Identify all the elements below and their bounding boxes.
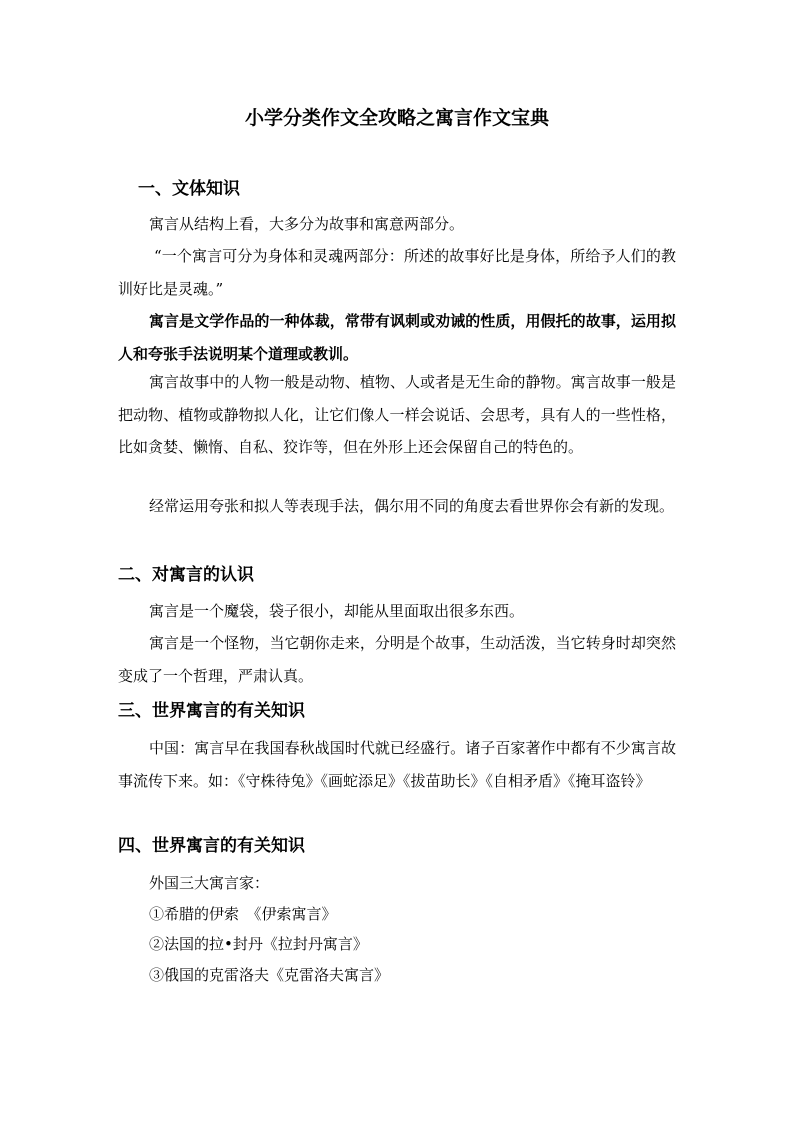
list-item: ③俄国的克雷洛夫《克雷洛夫寓言》 bbox=[149, 966, 390, 984]
list-item: ①希腊的伊索 《伊索寓言》 bbox=[149, 905, 337, 923]
paragraph: 寓言故事中的人物一般是动物、植物、人或者是无生命的静物。寓言故事一般是把动物、植物或静物拟人化，让它们像人一样会说话、会思考，具有人的一些性格，比如贪婪、懒惰、自私、狡诈等，但在外形上还会保留自己的特色的。 bbox=[118, 373, 676, 456]
section-heading-1: 一、文体知识 bbox=[138, 179, 240, 199]
list-item: ②法国的拉•封丹《拉封丹寓言》 bbox=[149, 935, 368, 953]
paragraph: 经常运用夸张和拟人等表现手法，偶尔用不同的角度去看世界你会有新的发现。 bbox=[149, 497, 675, 515]
quote-paragraph: “一个寓言可分为身体和灵魂两部分：所述的故事好比是身体，所给予人们的教训好比是灵魂。” bbox=[118, 247, 676, 298]
section-heading-3: 三、世界寓言的有关知识 bbox=[118, 701, 305, 721]
section-heading-2: 二、对寓言的认识 bbox=[118, 565, 254, 585]
section-heading-4: 四、世界寓言的有关知识 bbox=[118, 836, 305, 856]
document-title: 小学分类作文全攻略之寓言作文宝典 bbox=[244, 107, 549, 129]
paragraph: 寓言从结构上看，大多分为故事和寓意两部分。 bbox=[149, 215, 465, 233]
bold-paragraph: 寓言是文学作品的一种体裁，常带有讽刺或劝诫的性质，用假托的故事，运用拟人和夸张手法说明某个道理或教训。 bbox=[118, 312, 676, 363]
paragraph: 中国：寓言早在我国春秋战国时代就已经盛行。诸子百家著作中都有不少寓言故事流传下来。如：《守株待兔》《画蛇添足》《拔苗助长》《自相矛盾》《掩耳盗铃》 bbox=[118, 739, 676, 790]
paragraph: 寓言是一个怪物，当它朝你走来，分明是个故事，生动活泼，当它转身时却突然变成了一个哲理，严肃认真。 bbox=[118, 634, 676, 685]
paragraph: 外国三大寓言家： bbox=[149, 874, 270, 892]
paragraph: 寓言是一个魔袋，袋子很小，却能从里面取出很多东西。 bbox=[149, 602, 525, 620]
